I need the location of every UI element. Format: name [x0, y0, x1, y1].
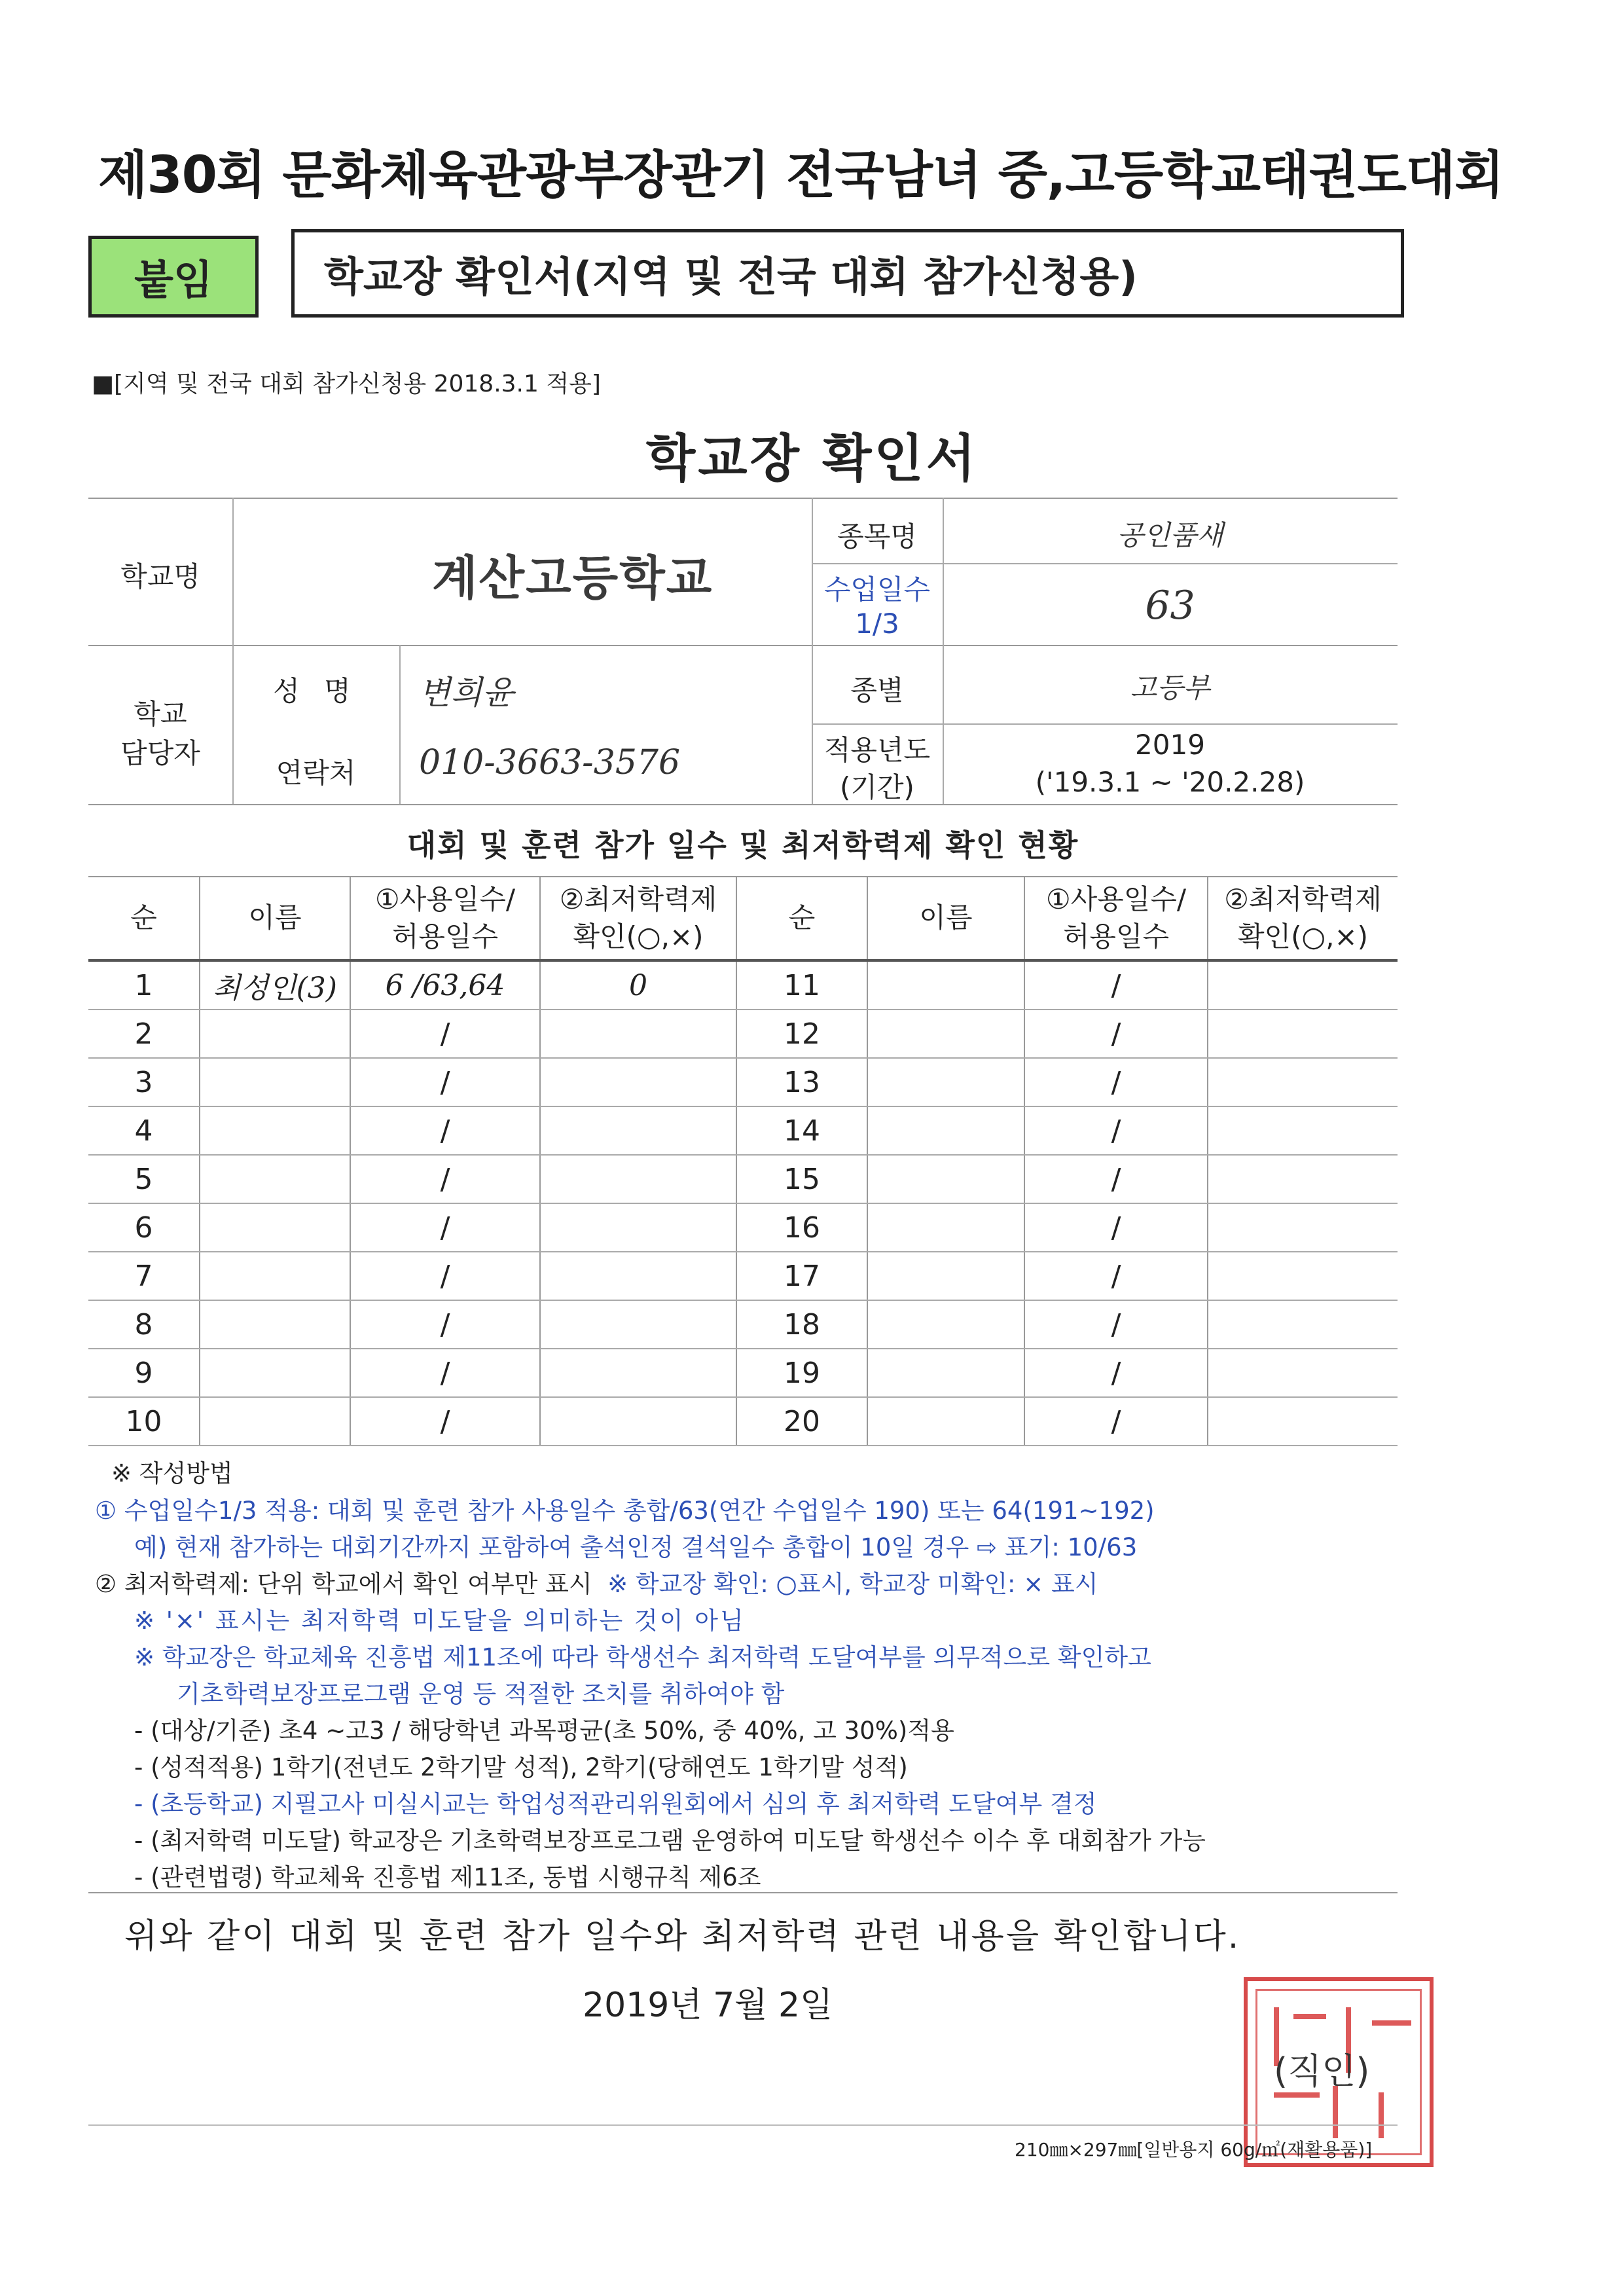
manager-label-line1: 학교 [134, 698, 187, 730]
period-label: (기간) [840, 771, 914, 803]
row-min-ability [1208, 1397, 1398, 1446]
application-note: ■[지역 및 전국 대회 참가신청용 2018.3.1 적용] [92, 371, 601, 397]
table-row [88, 1106, 1398, 1155]
table-row [88, 1010, 1398, 1058]
row-min-ability [540, 1155, 736, 1203]
row-days: / [350, 1252, 540, 1300]
header-days: ①사용일수/ 허용일수 [1024, 877, 1208, 960]
table-row [88, 1058, 1398, 1106]
school-label: 학교명 [120, 560, 200, 592]
row-name [867, 1010, 1024, 1058]
row-min-ability [540, 1349, 736, 1397]
row-number: 15 [736, 1155, 867, 1203]
row-min-ability [1208, 1106, 1398, 1155]
row-days: / [350, 1155, 540, 1203]
row-min-ability [1208, 1203, 1398, 1252]
row-name [200, 1106, 350, 1155]
row-days: / [350, 1397, 540, 1446]
note-line-6: 기초학력보장프로그램 운영 등 적절한 조치를 취하여야 함 [177, 1680, 785, 1708]
row-days: / [1024, 1349, 1208, 1397]
participation-table [88, 877, 1398, 1446]
row-number: 9 [88, 1349, 200, 1397]
row-days: / [350, 1349, 540, 1397]
division-value: 고등부 [1130, 672, 1210, 704]
row-name [867, 1349, 1024, 1397]
row-name [867, 1252, 1024, 1300]
header-no: 순 [88, 877, 200, 960]
form-title: 학교장 확인서 [645, 429, 979, 488]
note-line-8: - (성적적용) 1학기(전년도 2학기말 성적), 2학기(당해연도 1학기말 성적) [134, 1753, 908, 1781]
row-number: 7 [88, 1252, 200, 1300]
row-number: 16 [736, 1203, 867, 1252]
note-line-11: - (관련법령) 학교체육 진흥법 제11조, 동법 시행규칙 제6조 [134, 1863, 761, 1891]
row-min-ability [1208, 1300, 1398, 1349]
row-days: / [1024, 1155, 1208, 1203]
row-name [200, 1058, 350, 1106]
row-days: / [350, 1300, 540, 1349]
manager-label-line2: 담당자 [120, 737, 200, 769]
row-min-ability [540, 1252, 736, 1300]
row-name [867, 1155, 1024, 1203]
class-days-label: 수업일수 [823, 574, 931, 606]
row-days: / [1024, 960, 1208, 1010]
row-number: 8 [88, 1300, 200, 1349]
note-line-1: ① 수업일수1/3 적용: 대회 및 훈련 참가 사용일수 총합/63(연간 수업일수 190) 또는 64(191~192) [95, 1497, 1155, 1525]
header-name: 이름 [867, 877, 1024, 960]
row-name [200, 1397, 350, 1446]
row-min-ability [1208, 1252, 1398, 1300]
table-header-row [88, 877, 1398, 960]
row-number: 20 [736, 1397, 867, 1446]
confirmation-statement: 위와 같이 대회 및 훈련 참가 일수와 최저학력 관련 내용을 확인합니다. [124, 1917, 1241, 1956]
note-line-9: - (초등학교) 지필고사 미실시교는 학업성적관리위원회에서 심의 후 최저학력 도달여부 결정 [134, 1790, 1097, 1818]
row-min-ability [540, 1058, 736, 1106]
row-days: / [350, 1010, 540, 1058]
row-number: 17 [736, 1252, 867, 1300]
name-value: 변희윤 [419, 674, 514, 712]
paper-spec: 210㎜×297㎜[일반용지 60g/㎡(재활용품)] [1015, 2139, 1373, 2160]
row-number: 14 [736, 1106, 867, 1155]
section-title: 대회 및 훈련 참가 일수 및 최저학력제 확인 현황 [406, 828, 1079, 863]
row-min-ability [1208, 1155, 1398, 1203]
row-min-ability [540, 1300, 736, 1349]
row-number: 6 [88, 1203, 200, 1252]
note-line-4: ※ '×' 표시는 최저학력 미도달을 의미하는 것이 아님 [134, 1607, 746, 1635]
note-line-5: ※ 학교장은 학교체육 진흥법 제11조에 따라 학생선수 최저학력 도달여부를 의무적으로 확인하고 [134, 1643, 1151, 1671]
row-name [200, 1252, 350, 1300]
row-name [867, 1106, 1024, 1155]
row-name [867, 960, 1024, 1010]
note-line-10: - (최저학력 미도달) 학교장은 기초학력보장프로그램 운영하여 미도달 학생선수 이수 후 대회참가 가능 [134, 1827, 1206, 1855]
row-days: / [1024, 1010, 1208, 1058]
row-days: / [1024, 1397, 1208, 1446]
row-name [200, 1155, 350, 1203]
row-name [867, 1203, 1024, 1252]
year-label: 적용년도 [823, 734, 931, 766]
division-label: 종별 [850, 674, 904, 706]
row-min-ability: 0 [540, 960, 736, 1010]
row-name [200, 1010, 350, 1058]
row-days: / [350, 1106, 540, 1155]
table-row [88, 1300, 1398, 1349]
class-days-value: 63 [1145, 583, 1195, 629]
signature-date: 2019년 7월 2일 [583, 1986, 833, 2025]
row-name [200, 1300, 350, 1349]
document-box-title: 학교장 확인서(지역 및 전국 대회 참가신청용) [291, 229, 1404, 318]
row-days: / [350, 1203, 540, 1252]
row-min-ability [540, 1397, 736, 1446]
contact-label: 연락처 [276, 757, 356, 789]
row-number: 2 [88, 1010, 200, 1058]
event-label: 종목명 [837, 520, 917, 553]
row-days: / [350, 1058, 540, 1106]
notes-heading: ※ 작성방법 [111, 1459, 233, 1487]
row-min-ability [1208, 1349, 1398, 1397]
note-line-2: 예) 현재 참가하는 대회기간까지 포함하여 출석인정 결석일수 총합이 10일 경우 ⇨ 표기: 10/63 [134, 1533, 1138, 1561]
name-label: 성 명 [273, 675, 359, 707]
row-min-ability [540, 1106, 736, 1155]
header-no: 순 [736, 877, 867, 960]
row-number: 10 [88, 1397, 200, 1446]
row-name [200, 1203, 350, 1252]
row-days: / [1024, 1106, 1208, 1155]
row-name [200, 1349, 350, 1397]
contact-value: 010-3663-3576 [419, 743, 681, 782]
class-days-fraction-label: 1/3 [855, 608, 899, 640]
row-days: / [1024, 1252, 1208, 1300]
row-number: 3 [88, 1058, 200, 1106]
note-line-3: ② 최저학력제: 단위 학교에서 확인 여부만 표시 ※ 학교장 확인: ○표시, 학교장 미확인: × 표시 [95, 1570, 1098, 1598]
row-number: 4 [88, 1106, 200, 1155]
row-number: 11 [736, 960, 867, 1010]
row-number: 18 [736, 1300, 867, 1349]
row-min-ability [540, 1203, 736, 1252]
event-value: 공인품새 [1117, 519, 1223, 551]
table-row [88, 1155, 1398, 1203]
period-value: ('19.3.1 ~ '20.2.28) [1035, 766, 1305, 798]
table-row [88, 1252, 1398, 1300]
table-row [88, 1397, 1398, 1446]
table-row [88, 1203, 1398, 1252]
note-line-7: - (대상/기준) 초4 ~고3 / 해당학년 과목평균(초 50%, 중 40%, 고 30%)적용 [134, 1717, 954, 1745]
row-min-ability [1208, 960, 1398, 1010]
attachment-tag: 붙임 [88, 236, 259, 318]
row-days: 6 /63,64 [350, 960, 540, 1010]
header-days: ①사용일수/ 허용일수 [350, 877, 540, 960]
row-name [867, 1300, 1024, 1349]
row-number: 13 [736, 1058, 867, 1106]
row-number: 1 [88, 960, 200, 1010]
document-main-title: 제30회 문화체육관광부장관기 전국남녀 중,고등학교태권도대회 [98, 146, 1504, 205]
row-name [867, 1058, 1024, 1106]
header-min-ability: ②최저학력제 확인(○,×) [540, 877, 736, 960]
seal-label: (직인) [1274, 2050, 1370, 2092]
row-name [867, 1397, 1024, 1446]
row-number: 19 [736, 1349, 867, 1397]
row-min-ability [540, 1010, 736, 1058]
table-row [88, 1349, 1398, 1397]
row-number: 5 [88, 1155, 200, 1203]
row-days: / [1024, 1058, 1208, 1106]
row-days: / [1024, 1300, 1208, 1349]
row-days: / [1024, 1203, 1208, 1252]
row-name: 최성인(3) [200, 960, 350, 1010]
table-row [88, 960, 1398, 1010]
row-min-ability [1208, 1058, 1398, 1106]
year-value: 2019 [1135, 729, 1205, 761]
school-name-value: 계산고등학교 [432, 550, 713, 606]
header-name: 이름 [200, 877, 350, 960]
row-number: 12 [736, 1010, 867, 1058]
row-min-ability [1208, 1010, 1398, 1058]
header-min-ability: ②최저학력제 확인(○,×) [1208, 877, 1398, 960]
